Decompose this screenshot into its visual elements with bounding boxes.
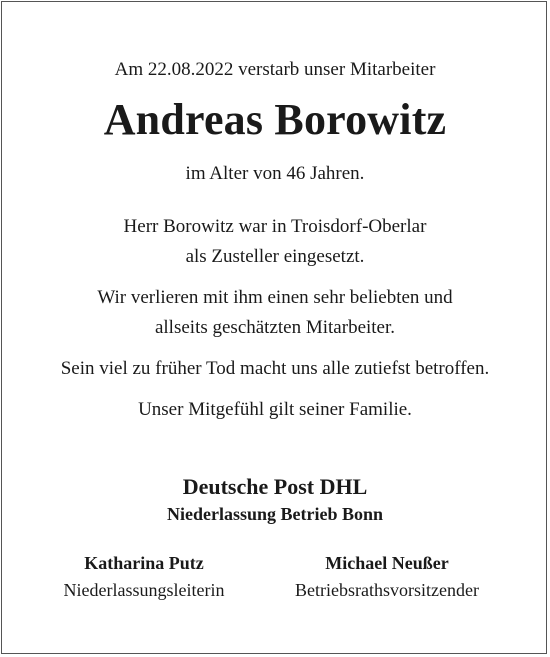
paragraph-line: als Zusteller eingesetzt. (185, 246, 365, 267)
paragraph-line: Unser Mitgefühl gilt seiner Familie. (138, 399, 412, 420)
signatory-role: Niederlassungsleiterin (63, 580, 225, 600)
signatory-role: Betriebsrathsvorsitzender (295, 580, 479, 600)
notice-intro: Am 22.08.2022 verstarb unser Mitarbeiter (114, 59, 436, 80)
signatory-right (257, 553, 517, 601)
paragraph-line: Sein viel zu früher Tod macht uns alle zutiefst betroffen. (60, 358, 490, 379)
deceased-age: im Alter von 46 Jahren. (185, 163, 365, 184)
paragraph-line: Herr Borowitz war in Troisdorf-Oberlar (123, 216, 427, 237)
paragraph-line: allseits geschätzten Mitarbeiter. (154, 317, 396, 338)
branch-name: Niederlassung Betrieb Bonn (166, 504, 384, 524)
paragraph-line: Wir verlieren mit ihm einen sehr beliebten und (97, 287, 453, 308)
deceased-name: Andreas Borowitz (103, 95, 447, 144)
signatory-name: Michael Neußer (325, 553, 449, 573)
signatory-name: Katharina Putz (84, 553, 204, 573)
signatory-left (14, 553, 274, 601)
company-name: Deutsche Post DHL (182, 474, 368, 499)
